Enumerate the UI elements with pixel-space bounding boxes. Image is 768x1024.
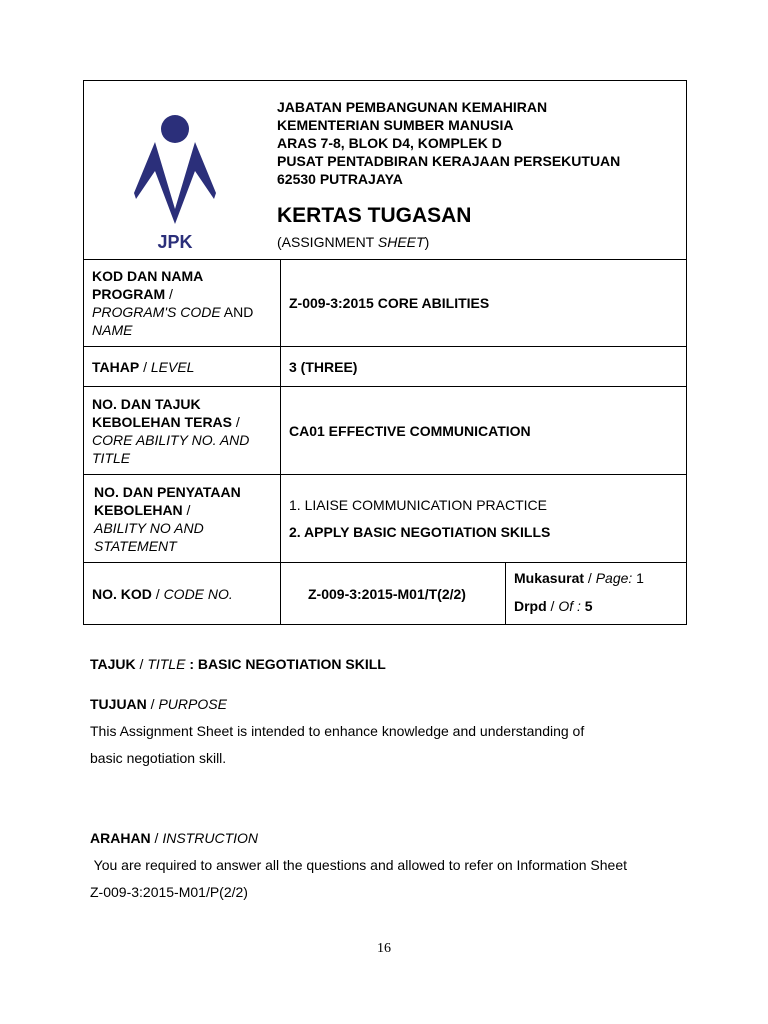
label-slash: / (232, 413, 240, 430)
label-bold: NO. DAN PENYATAAN (94, 483, 241, 500)
ability-row (84, 475, 687, 563)
program-value: Z-009-3:2015 CORE ABILITIES (281, 260, 687, 347)
label-bold: KOD DAN NAMA (92, 268, 204, 284)
code-row (84, 563, 687, 625)
code-value: Z-009-3:2015-M01/T(2/2) (281, 563, 506, 625)
instruction-text-line: Z-009-3:2015-M01/P(2/2) (90, 884, 248, 900)
subtitle-italic: SHEET (377, 234, 425, 250)
label-italic: Of : (558, 598, 581, 614)
purpose-text-line: basic negotiation skill. (90, 750, 227, 766)
label-italic: PURPOSE (158, 696, 227, 712)
address-block (277, 98, 620, 188)
label-bold: Drpd (514, 598, 547, 614)
jpk-logo (84, 81, 279, 259)
label-slash: / (139, 358, 151, 375)
label-slash: / (135, 656, 148, 672)
subtitle-suffix: ) (424, 234, 430, 250)
label-bold: KEBOLEHAN TERAS (92, 413, 233, 430)
address-line: KEMENTERIAN SUMBER MANUSIA (277, 117, 514, 133)
address-line: 62530 PUTRAJAYA (277, 171, 403, 187)
level-label (84, 347, 281, 387)
label-italic: PROGRAM'S CODE (92, 304, 221, 320)
label-bold: KEBOLEHAN (94, 501, 183, 518)
label-slash: / (584, 570, 596, 586)
instruction-text-line: You are required to answer all the questions and allowed to refer on Information Sheet (90, 857, 628, 873)
label-bold: TAHAP (92, 358, 140, 375)
subtitle-prefix: (ASSIGNMENT (277, 234, 378, 250)
program-label (84, 260, 281, 347)
ability-label (84, 475, 281, 563)
of-line (514, 597, 680, 615)
core-ability-value: CA01 EFFECTIVE COMMUNICATION (281, 387, 687, 475)
label-slash: / (182, 501, 191, 518)
instruction-heading (90, 830, 258, 846)
label-slash: / (165, 286, 173, 302)
purpose-text-line: This Assignment Sheet is intended to enhance knowledge and understanding of (90, 723, 585, 739)
address-line: PUSAT PENTADBIRAN KERAJAAN PERSEKUTUAN (277, 153, 621, 169)
label-italic: INSTRUCTION (162, 830, 259, 846)
header-cell (84, 81, 687, 260)
page-info (506, 563, 687, 625)
page-number: 16 (377, 941, 391, 956)
program-row (84, 260, 687, 347)
address-line: ARAS 7-8, BLOK D4, KOMPLEK D (277, 135, 502, 151)
label-bold: TUJUAN (90, 696, 147, 712)
label-slash: / (546, 598, 559, 614)
label-slash: / (151, 585, 164, 602)
label-slash: / (150, 830, 163, 846)
document-title: KERTAS TUGASAN (277, 204, 472, 227)
page-value: 1 (632, 570, 644, 586)
level-value: 3 (THREE) (281, 347, 687, 387)
label-bold: ARAHAN (90, 830, 151, 846)
label-and: AND (220, 304, 254, 320)
label-italic: TITLE (147, 656, 186, 672)
of-value: 5 (580, 598, 593, 614)
address-line: JABATAN PEMBANGUNAN KEMAHIRAN (277, 99, 548, 115)
page-line (514, 569, 680, 587)
label-italic: CODE NO. (163, 585, 233, 602)
label-italic: CORE ABILITY NO. AND (92, 431, 250, 448)
title-value: : BASIC NEGOTIATION SKILL (185, 656, 386, 672)
label-italic: LEVEL (150, 358, 195, 375)
label-bold: NO. DAN TAJUK (92, 395, 201, 412)
label-bold: TAJUK (90, 656, 136, 672)
label-italic: Page: (595, 570, 633, 586)
ability-statement-2: 2. APPLY BASIC NEGOTIATION SKILLS (289, 524, 551, 540)
label-bold: NO. KOD (92, 585, 152, 602)
ability-statement-1: 1. LIAISE COMMUNICATION PRACTICE (289, 497, 547, 513)
ability-value (281, 475, 687, 563)
label-bold: PROGRAM (92, 286, 166, 302)
label-slash: / (146, 696, 159, 712)
document-subtitle (277, 233, 429, 251)
core-ability-row (84, 387, 687, 475)
logo-label: JPK (157, 232, 193, 252)
label-italic: STATEMENT (94, 537, 177, 554)
label-bold: Mukasurat (514, 570, 585, 586)
label-italic: NAME (92, 322, 133, 338)
label-italic: ABILITY NO AND (94, 519, 204, 536)
code-label (84, 563, 281, 625)
level-row (84, 347, 687, 387)
core-ability-label (84, 387, 281, 475)
title-line (90, 656, 386, 672)
header-table (83, 80, 687, 625)
label-italic: TITLE (92, 449, 131, 466)
purpose-heading (90, 696, 227, 712)
